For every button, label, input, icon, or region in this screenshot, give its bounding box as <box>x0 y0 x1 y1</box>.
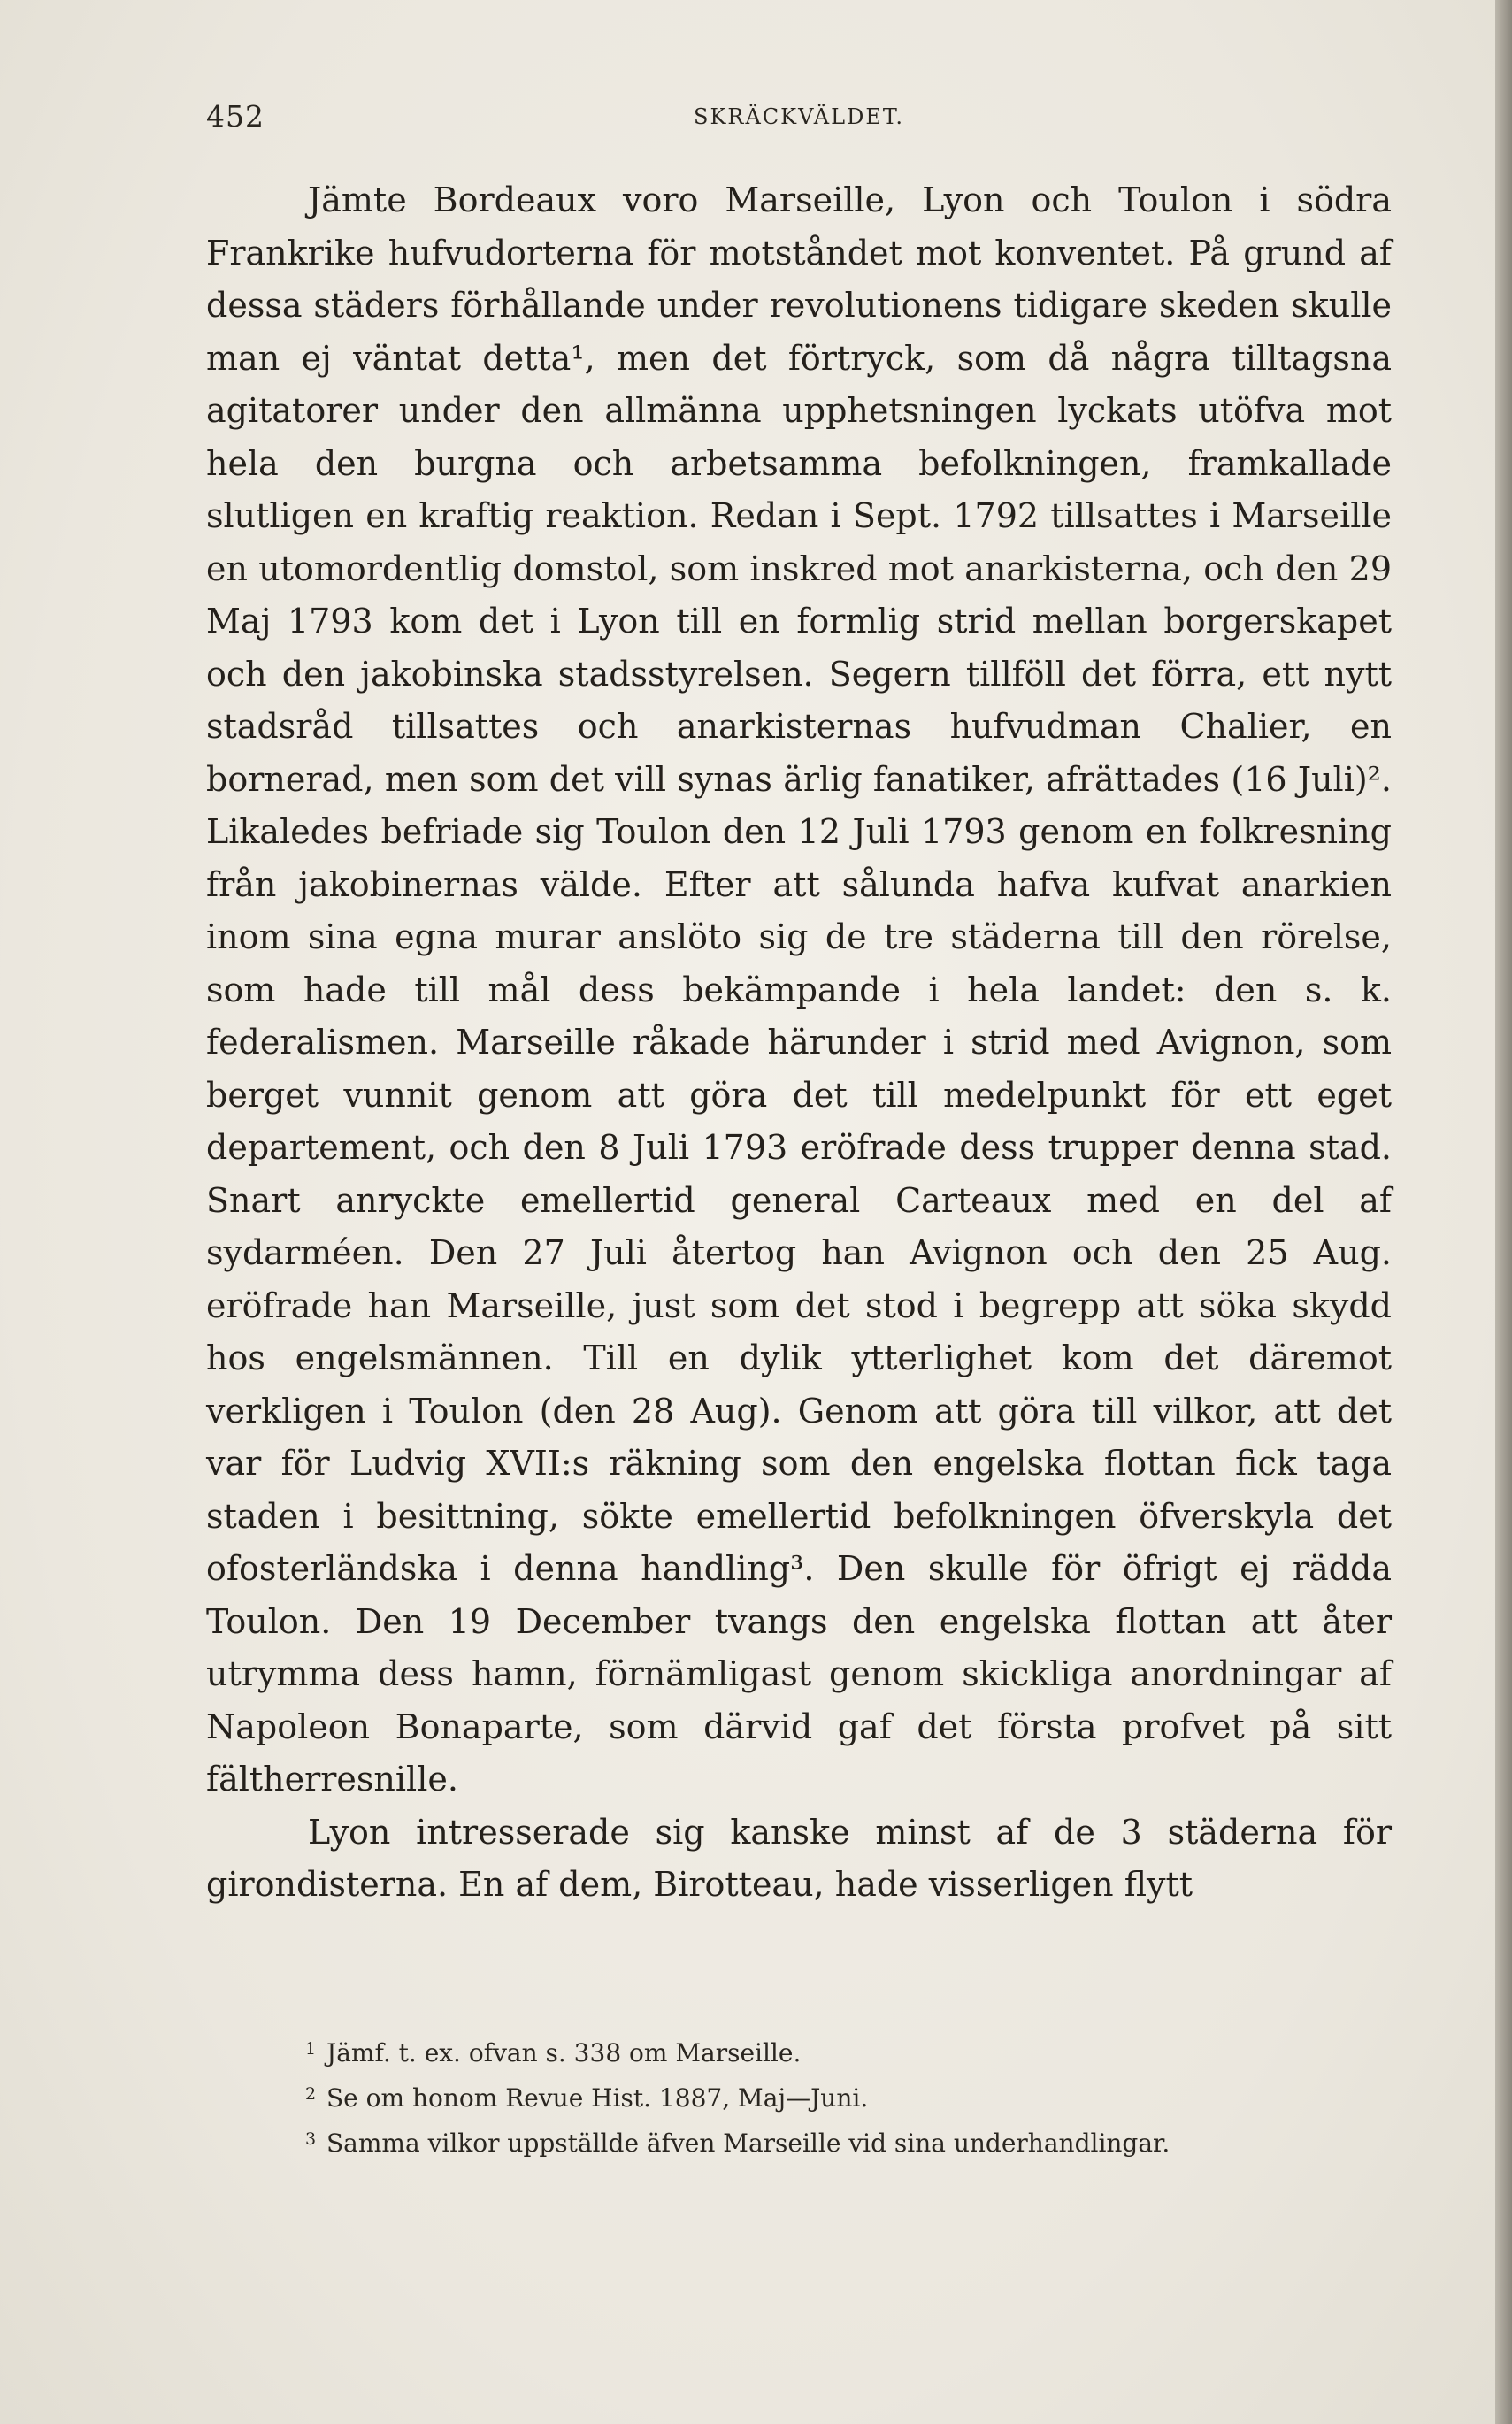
page-number: 452 <box>206 99 265 134</box>
running-head <box>206 99 1392 143</box>
footnote <box>305 2029 1411 2074</box>
footnote-mark: 3 <box>305 2129 317 2149</box>
footnote <box>305 2074 1411 2119</box>
book-spine-edge <box>1495 0 1512 2424</box>
footnote-text: Samma vilkor uppställde äfven Marseille vid sina underhandlingar. <box>326 2129 1170 2158</box>
footnote-mark: 2 <box>305 2084 317 2104</box>
footnote-text: Se om honom Revue Hist. 1887, Maj—Juni. <box>326 2083 869 2113</box>
footnotes <box>305 2029 1411 2164</box>
paragraph: Jämte Bordeaux voro Marseille, Lyon och Toulon i södra Frankrike hufvudorterna för motståndet mot konventet. På grund af dessa städers förhållande under revolutionens tidigare skeden skulle man ej väntat detta¹, men det förtryck, som då några tilltagsna agitatorer under den allmänna upphetsningen lyckats utöfva mot hela den burgna och arbetsamma befolkningen, framkallade slutligen en kraftig reaktion. Redan i Sept. 1792 tillsattes i Marseille en utomordentlig domstol, som inskred mot anarkisterna, och den 29 Maj 1793 kom det i Lyon till en formlig strid mellan borgerskapet och den jakobinska stadsstyrelsen. Segern tillföll det förra, ett nytt stadsråd tillsattes och anarkisternas hufvudman Chalier, en bornerad, men som det vill synas ärlig fanatiker, afrättades (16 Juli)². Likaledes befriade sig Toulon den 12 Juli 1793 genom en folkresning från jakobinernas välde. Efter att sålunda hafva kufvat anarkien inom sina egna murar anslöto sig de tre städerna till den rörelse, som hade till mål dess bekämpande i hela landet: den s. k. federalismen. Marseille råkade härunder i strid med Avignon, som berget vunnit genom att göra det till medelpunkt för ett eget departement, och den 8 Juli 1793 eröfrade dess trupper denna stad. Snart anryckte emellertid general Carteaux med en del af sydarméen. Den 27 Juli återtog han Avignon och den 25 Aug. eröfrade han Marseille, just som det stod i begrepp att söka skydd hos engelsmännen. Till en dylik ytterlighet kom det däremot verkligen i Toulon (den 28 Aug). Genom att göra till vilkor, att det var för Ludvig XVII:s räkning som den engelska flottan fick taga staden i besittning, sökte emellertid befolkningen öfverskyla det ofosterländska i denna handling³. Den skulle för öfrigt ej rädda Toulon. Den 19 December tvangs den engelska flottan att åter utrymma dess hamn, förnämligast genom skickliga anordningar af Napoleon Bonaparte, som därvid gaf det första profvet på sitt fältherresnille. <box>206 180 1392 1799</box>
footnote-mark: 1 <box>305 2039 317 2059</box>
footnote <box>305 2119 1411 2164</box>
footnote-text: Jämf. t. ex. ofvan s. 338 om Marseille. <box>326 2038 802 2067</box>
body-text <box>206 174 1392 1912</box>
paragraph: Lyon intresserade sig kanske minst af de 3 städerna för girondisterna. En af dem, Birotteau, hade visserligen flytt <box>206 1812 1392 1904</box>
running-title: SKRÄCKVÄLDET. <box>694 104 904 129</box>
